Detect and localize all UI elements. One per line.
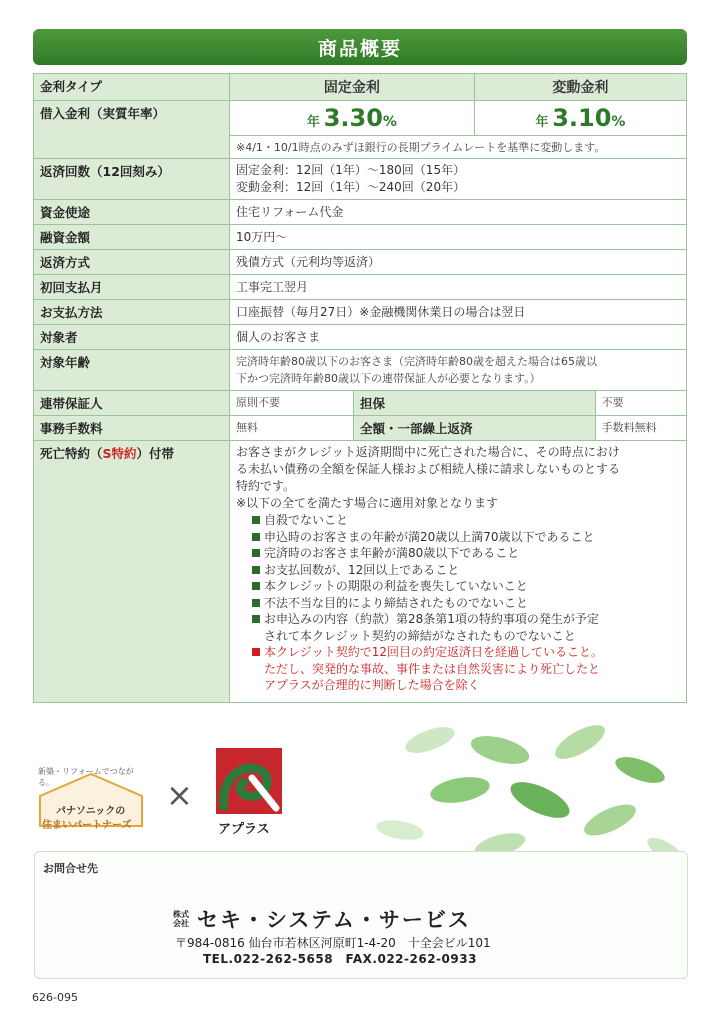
bullet-square-icon xyxy=(252,599,260,607)
list-item xyxy=(250,512,680,529)
table-row xyxy=(34,350,687,391)
company-prefix: 株式会社 xyxy=(173,910,189,928)
bullet-square-icon xyxy=(252,549,260,557)
contact-title: お問合せ先 xyxy=(43,862,98,875)
death-label-post: ）付帯 xyxy=(136,446,175,461)
target-age-line: 完済時年齢80歳以下のお客さま（完済時年齢80歳を超えた場合は65歳以 xyxy=(236,355,597,368)
purpose-label: 資金使途 xyxy=(34,200,230,225)
prepay-label: 全額・一部繰上返済 xyxy=(354,416,596,441)
condition-text: 自殺でないこと xyxy=(264,513,349,527)
death-clause-label xyxy=(34,441,230,703)
rate-note: ※4/1・10/1時点のみずほ銀行の長期プライムレートを基準に変動します。 xyxy=(230,136,687,159)
prepay-value: 手数料無料 xyxy=(595,416,686,441)
condition-text: 本クレジットの期限の利益を喪失していないこと xyxy=(264,579,528,593)
list-item xyxy=(250,529,680,546)
target-age-line: 下かつ完済時年齢80歳以下の連帯保証人が必要となります。） xyxy=(236,372,541,385)
table-row xyxy=(34,74,687,101)
list-item xyxy=(250,644,680,661)
collateral-label: 担保 xyxy=(354,391,596,416)
list-item xyxy=(250,611,680,628)
target-age-label: 対象年齢 xyxy=(34,350,230,391)
list-item xyxy=(250,595,680,612)
guarantor-label: 連帯保証人 xyxy=(34,391,230,416)
condition-text: されて本クレジット契約の締結がなされたものでないこと xyxy=(264,628,576,643)
bullet-square-icon xyxy=(252,582,260,590)
bullet-square-icon xyxy=(252,516,260,524)
target-value: 個人のお客さま xyxy=(230,325,687,350)
variable-rate-cell xyxy=(474,101,686,136)
rate-prefix: 年 xyxy=(535,115,549,130)
company-name: セキ・システム・サービス xyxy=(197,908,471,932)
death-condition: ※以下の全てを満たす場合に適用対象となります xyxy=(236,496,499,510)
condition-text: 完済時のお客さま年齢が満80歳以下であること xyxy=(264,546,520,560)
payment-method-label: お支払方法 xyxy=(34,300,230,325)
table-row xyxy=(34,325,687,350)
repay-count-value xyxy=(230,159,687,200)
list-item xyxy=(250,545,680,562)
collateral-value: 不要 xyxy=(595,391,686,416)
table-row xyxy=(34,101,687,136)
borrow-rate-label: 借入金利（実質年率） xyxy=(34,101,230,159)
table-row xyxy=(34,391,687,416)
list-item xyxy=(250,578,680,595)
bullet-square-icon xyxy=(252,648,260,656)
condition-text: 申込時のお客さまの年齢が満20歳以上満70歳以下であること xyxy=(264,529,595,544)
bullet-square-icon xyxy=(252,533,260,541)
variable-rate-value: 3.10 xyxy=(552,104,612,132)
death-label-pre: 死亡特約（ xyxy=(40,446,103,461)
table-row xyxy=(34,250,687,275)
rate-unit: % xyxy=(611,114,626,130)
repay-count-fixed: 固定金利：12回（1年）～180回（15年） xyxy=(236,163,466,177)
house-tagline: 新築・リフォームでつながる。 xyxy=(38,767,134,787)
target-age-value xyxy=(230,350,687,391)
contact-box xyxy=(34,851,688,979)
rate-type-label: 金利タイプ xyxy=(34,74,230,101)
company-tel: TEL.022-262-5658 FAX.022-262-0933 xyxy=(203,952,477,966)
partner-line1: パナソニックの xyxy=(56,806,126,817)
list-item xyxy=(250,562,680,579)
bullet-square-icon xyxy=(252,615,260,623)
first-payment-label: 初回支払月 xyxy=(34,275,230,300)
times-sign: × xyxy=(166,776,193,814)
method-label: 返済方式 xyxy=(34,250,230,275)
amount-label: 融資金額 xyxy=(34,225,230,250)
condition-text: 本クレジット契約で12回目の約定返済日を経過していること。 xyxy=(264,645,603,659)
method-value: 残債方式（元利均等返済） xyxy=(230,250,687,275)
bullet-square-icon xyxy=(252,566,260,574)
rate-prefix: 年 xyxy=(306,115,320,130)
rate-unit: % xyxy=(382,114,397,130)
guarantor-value: 原則不要 xyxy=(230,391,354,416)
table-row xyxy=(34,441,687,703)
aplus-name: アプラス xyxy=(218,822,270,837)
table-row xyxy=(34,200,687,225)
death-intro: る未払い債務の全額を保証人様および相続人様に請求しないものとする xyxy=(236,462,621,476)
table-row xyxy=(34,416,687,441)
repay-count-variable: 変動金利：12回（1年）～240回（20年） xyxy=(236,180,466,194)
table-row xyxy=(34,300,687,325)
variable-rate-heading: 変動金利 xyxy=(474,74,686,101)
repay-count-label: 返済回数（12回刻み） xyxy=(34,159,230,200)
partner-logos xyxy=(36,748,276,838)
panasonic-partners-logo xyxy=(36,766,146,830)
s-clause-label: S特約 xyxy=(102,446,137,461)
company-address: 〒984-0816 仙台市若林区河原町1-4-20 十全会ビル101 xyxy=(175,936,491,950)
fee-label: 事務手数料 xyxy=(34,416,230,441)
death-intro: お客さまがクレジット返済期間中に死亡された場合に、その時点におけ xyxy=(236,445,620,459)
purpose-value: 住宅リフォーム代金 xyxy=(230,200,687,225)
table-row xyxy=(34,275,687,300)
partner-line2: 住まいパートナーズ xyxy=(42,820,132,831)
leaves-decoration-icon xyxy=(360,720,690,870)
condition-text: お支払回数が、12回以上であること xyxy=(264,562,460,577)
condition-text: 不法不当な目的により締結されたものでないこと xyxy=(264,595,529,610)
condition-text: ただし、突発的な事故、事件または自然災害により死亡したと xyxy=(264,661,601,676)
table-row xyxy=(34,159,687,200)
table-row xyxy=(34,225,687,250)
payment-method-value: 口座振替（毎月27日）※金融機関休業日の場合は翌日 xyxy=(230,300,687,325)
fixed-rate-cell xyxy=(230,101,475,136)
condition-text: アプラスが合理的に判断した場合を除く xyxy=(264,678,480,692)
first-payment-value: 工事完工翌月 xyxy=(230,275,687,300)
document-code: 626-095 xyxy=(32,991,78,1004)
fixed-rate-value: 3.30 xyxy=(323,104,383,132)
target-label: 対象者 xyxy=(34,325,230,350)
product-summary-table xyxy=(33,73,687,703)
death-clause-body xyxy=(230,441,687,703)
amount-value: 10万円～ xyxy=(230,225,687,250)
death-intro: 特約です。 xyxy=(236,479,296,493)
condition-text: お申込みの内容（約款）第28条第1項の特約事項の発生が予定 xyxy=(264,612,599,626)
fixed-rate-heading: 固定金利 xyxy=(230,74,475,101)
page-title: 商品概要 xyxy=(33,29,687,65)
fee-value: 無料 xyxy=(230,416,354,441)
